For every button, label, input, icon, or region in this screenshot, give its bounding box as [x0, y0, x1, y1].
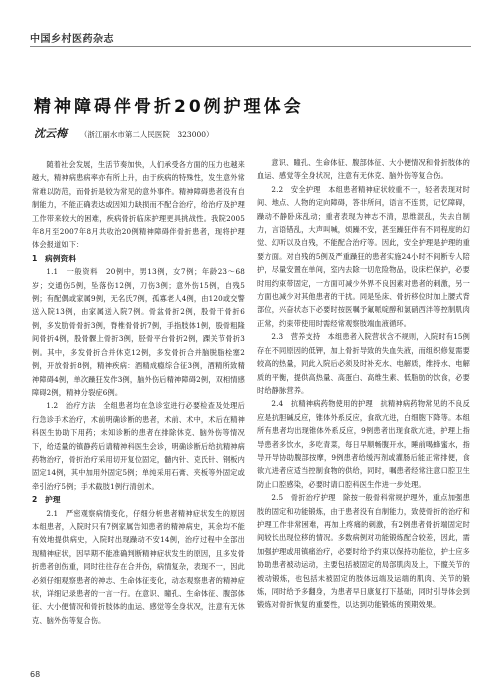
paragraph: 2.4 抗精神病药物使用的护理 抗精神病药物常见的不良反应是抗胆碱反应，锥体外系反应，食欲亢进，白细胞下降等。本组所有患者均出现锥体外系反应，9例患者出现食欲亢进，护理上指导患者多饮水，多吃青菜，每日早顺畅腹开水，睡前喝蜂蜜水，指导开导协助腹部按摩，9例患者给缓泻剂或灌肠后能正常排便，食欲亢进者应适当控制食物的供给，同时，嘱患者经常注意口腔卫生防止口腔感染，必要时请口腔科医生作进一步处理。 [257, 399, 470, 489]
paragraph: 1.1 一般资料 20例中，男13例，女7例；年龄23～68岁；交通伤5例，坠落伤12例，刀伤3例；意外伤15例，自残5例；有配偶或家属9例，无名氏7例，孤寡老人4例，由120或交警送入院13例，由家属送入院7例。骨盆骨折2例，股骨干骨折6例，多发肋骨骨折3例，脊椎骨骨折7例，手指肢体1例，股骨粗隆间骨折4例，股骨髁上骨折3例，胫骨平台骨折2例，踝关节骨折3例。其中，多发骨折合并休克12例，多发骨折合并脑脱脂栓塞2例，开放骨折8例，精神疾病：酒精成瘾综合征3例，酒精所致精神障碍4例，单次躁狂发作3例，脑外伤后精神障碍2例，双相情感障碍2例，精神分裂症6例。 [32, 267, 245, 397]
paragraph: 2.5 骨折治疗护理 除按一般骨科常规护理外，重点加强患肢的固定和功能锻炼，由于患者没有自制能力，致使骨折的治疗和护理工作非常困难，再加上疼痛的刺激，有2例患者骨折端固定时间较长出现位移的情况。多数病例对功能锻炼配合较差，因此，需加强护理或用镇痛治疗，必要时给予约束以保持功能位，护士应多协助患者被动运动，主要包括被固定的局部肌肉及上，下髋关节的被动锻炼，也包括未被固定的肢体远端及运端的肌肉、关节的锻炼，同时给予多翻身，为患者早日康复打下基础，同时引导体会到锻炼对骨折恢复的重要性，以达到功能锻炼的预期效果。 [257, 493, 470, 610]
author-line [34, 125, 214, 141]
paragraph: 随着社会发展，生活节奏加快，人们承受各方面的压力也越来越大，精神病患病率亦有所上升，由于疾病的特殊性，发生意外常常难以防范，而骨折是较为常见的意外事件。精神障碍患者没有自制能力，不能正确表达或因知力缺损而不配合治疗，给治疗及护理工作带来较大的困难，疾病骨折临床护理更具挑战性。我院2005年8月至2007年8月共收治20例精神障碍伴骨折患者，现将护理体会报道如下： [32, 160, 245, 250]
left-column [32, 158, 253, 627]
paragraph: 2.1 严密观察病情变化，仔细分析患者精神症状发生的原因 本组患者，入院时只有7例家属告知患者的精神病史，其余均不能有效地提供病史，入院时出现躁动不安14例，治疗过程中全部出现精神症状，因早期不能准确判断精神症状发生的原因，且多发骨折患者创伤重，同时往往存在合并伤，病情复杂，表现不一，因此必须仔细观察患者的神志、生命体征变化，动态观察患者的精神症状，详细记录患者的一言一行。在意识、瞳孔、生命体征、腹部体征、大小便情况和骨折肢体的血运、感觉等全身状况，注意有无休克、脑外伤等复合伤。 [32, 508, 253, 625]
author-name: 沈云梅 [34, 127, 67, 140]
paragraph: 2.3 营养支持 本组患者入院营状含不规则，入院时有15例存在不同原因的低钾，加上骨折导致的失血失液，而组织修复需要较高的热量，同此入院后必须及时补充水、电解质，维持水、电解质的平衡，提供高热量、高蛋白、高维生素、低脂肪的饮食，必要时给静脉营养。 [257, 332, 470, 395]
article-title: 精神障碍伴骨折20例护理体会 [34, 97, 304, 117]
section-heading: 2 护理 [32, 495, 61, 505]
paragraph: 2.2 安全护理 本组患者精神症状较重不一，轻者表现对时间、地点、人物的定向障碍，答非所问，语言不连贯，记忆障碍，躁动不静卧床乱动；重者表现为神志不清，思维混乱，失去自制力，言语错乱，大声叫喊，烦躁不安，甚至躁狂伴有不同程度的幻觉、幻听以及自残，不能配合治疗等。因此，安全护理是护理的重要方面。对自残的5例及严重躁狂的患者实施24小时不间断专人陪护，尽量安置在单间，室内去除一切危险物品，设床栏保护，必要时用约束带固定，一方面可减少外界不良因素对患者的刺激，另一方面也减少对其他患者的干扰。同是坠床、骨折移位时加上腰式背部位，兴奋状态下必要时按医嘱予氟哌啶醇和氯硝西泮等控制肌肉正常，约束带使用时需经常观察肢端血液循环。 [257, 184, 470, 328]
right-column [257, 156, 470, 612]
journal-header: 中国乡村医药杂志 [30, 34, 114, 45]
header-rule [30, 46, 471, 47]
section-heading: 1 病例资料 [32, 253, 77, 263]
paragraph: 1.2 治疗方法 全组患者均在急诊室进行必要检查及处理后行急诊手术治疗，术前明确诊断的患者，术前、术中，术后在精神科医生协助下用药；未知诊断的患者在排除休克、脑外伤等情况下，给适量的镇静药后请精神科医生会诊，明确诊断后给抗精神病药物治疗，骨折治疗采用切开复位固定，髓内针、克氏针、钢板内固定14例，其中加用外固定5例；单纯采用石膏、夹板等外固定或牵引治疗5例；手术截肢1例行清创术。 [32, 401, 245, 491]
page-number: 68 [30, 670, 41, 679]
author-affiliation: （浙江丽水市第二人民医院 323000） [79, 130, 214, 139]
paragraph: 意识、瞳孔、生命体征、腹部体征、大小便情况和骨折肢体的血运、感觉等全身状况，注意有无休克、脑外伤等复合伤。 [257, 158, 470, 181]
